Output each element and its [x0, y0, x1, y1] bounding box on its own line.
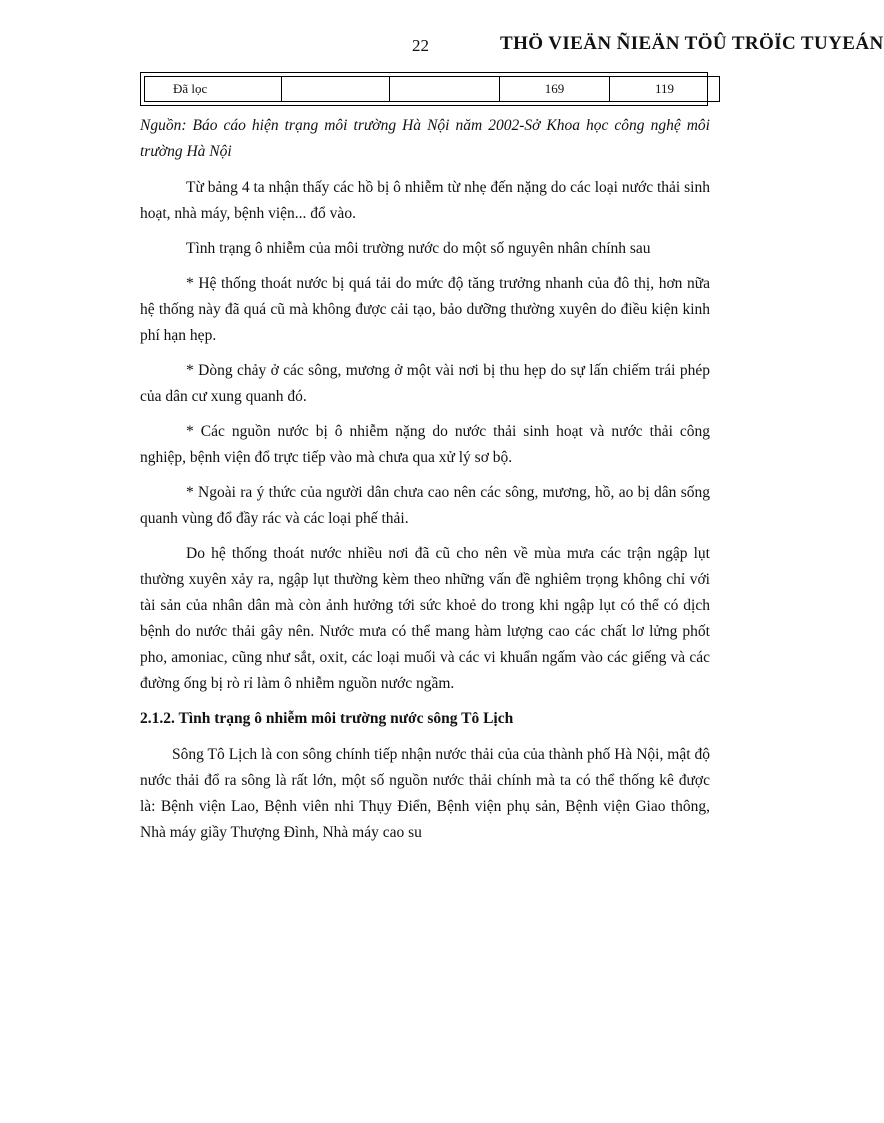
- page-number: 22: [412, 36, 429, 55]
- paragraph: Do hệ thống thoát nước nhiều nơi đã cũ cho nên về mùa mưa các trận ngập lụt thường xuyên xảy ra, ngập lụt thường kèm theo những vấn đề nghiêm trọng không chỉ với tài sản của nhân dân mà còn ảnh hưởng tới sức khoẻ do trong khi ngập lụt có thể có dịch bệnh do nước thải gây nên. Nước mưa có thể mang hàm lượng cao các chất lơ lửng phốt pho, amoniac, cũng như sắt, oxit, các loại muối và các vi khuẩn ngấm vào các giếng và các đường ống bị rò rỉ làm ô nhiễm nguồn nước ngầm.: [140, 545, 710, 692]
- paragraph: Từ bảng 4 ta nhận thấy các hồ bị ô nhiễm từ nhẹ đến nặng do các loại nước thải sinh hoạt, nhà máy, bệnh viện... đổ vào.: [140, 179, 710, 222]
- running-title: THÖ VIEÄN ÑIEÄN TÖÛ TRÖÏC TUYEÁN: [500, 33, 884, 54]
- table-row: [145, 77, 720, 102]
- table-cell-empty: [282, 77, 390, 102]
- paragraph: Sông Tô Lịch là con sông chính tiếp nhận nước thải của của thành phố Hà Nội, mật độ nước thải đổ ra sông là rất lớn, một số nguồn nước thải chính mà ta có thể thống kê được là: Bệnh viện Lao, Bệnh viên nhi Thụy Điển, Bệnh viện phụ sản, Bệnh viện Giao thông, Nhà máy giầy Thượng Đình, Nhà máy cao su: [140, 746, 710, 841]
- data-table: [144, 76, 720, 102]
- source-note: Nguồn: Báo cáo hiện trạng môi trường Hà Nội năm 2002-Sở Khoa học công nghệ môi trường Hà Nội: [140, 117, 710, 160]
- bullet-paragraph: * Các nguồn nước bị ô nhiễm nặng do nước thải sinh hoạt và nước thải công nghiệp, bệnh viện đổ trực tiếp vào mà chưa qua xử lý sơ bộ.: [140, 423, 710, 466]
- paragraph: Tình trạng ô nhiễm của môi trường nước do một số nguyên nhân chính sau: [186, 240, 651, 257]
- section-heading: 2.1.2. Tình trạng ô nhiễm môi trường nước sông Tô Lịch: [140, 710, 514, 727]
- table-cell-value: 169: [500, 77, 610, 102]
- bullet-paragraph: * Hệ thống thoát nước bị quá tải do mức độ tăng trưởng nhanh của đô thị, hơn nữa hệ thống này đã quá cũ mà không được cải tạo, bảo dưỡng thường xuyên do điều kiện kinh phí hạn hẹp.: [140, 275, 710, 344]
- table-cell-empty: [390, 77, 500, 102]
- table-cell-label: Đã lọc: [145, 77, 282, 102]
- bullet-paragraph: * Ngoài ra ý thức của người dân chưa cao nên các sông, mương, hồ, ao bị dân sống quanh vùng đổ đầy rác và các loại phế thải.: [140, 484, 710, 527]
- table-cell-value: 119: [610, 77, 720, 102]
- bullet-paragraph: * Dòng chảy ở các sông, mương ở một vài nơi bị thu hẹp do sự lấn chiếm trái phép của dân cư xung quanh đó.: [140, 362, 710, 405]
- document-body: [140, 113, 710, 846]
